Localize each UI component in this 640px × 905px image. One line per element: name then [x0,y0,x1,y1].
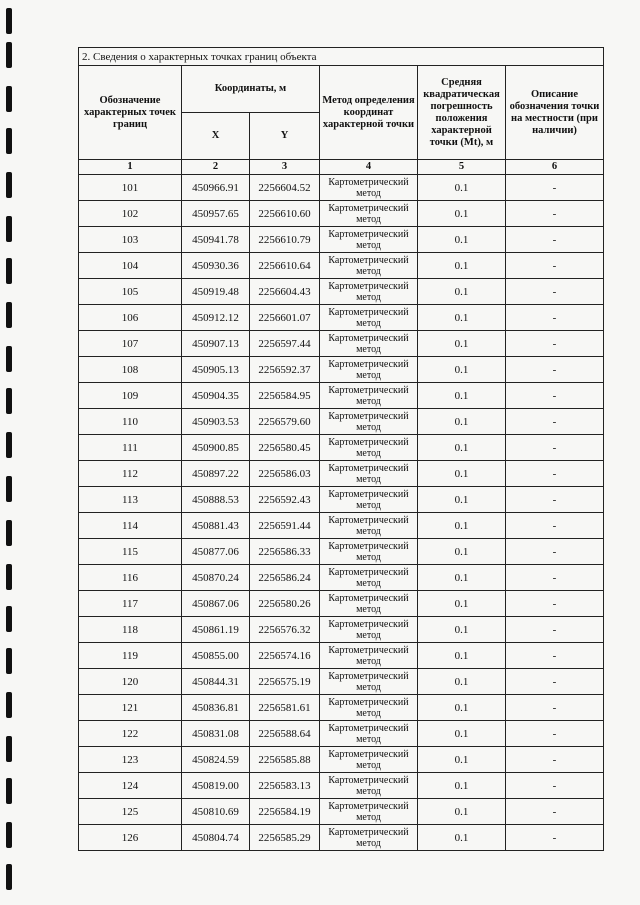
y-coordinate-cell: 2256586.24 [250,565,320,591]
method-cell: Картометрический метод [320,227,418,253]
point-number-cell: 111 [79,435,182,461]
x-coordinate-cell: 450888.53 [182,487,250,513]
x-coordinate-cell: 450844.31 [182,669,250,695]
y-coordinate-cell: 2256610.79 [250,227,320,253]
y-coordinate-cell: 2256580.26 [250,591,320,617]
method-cell: Картометрический метод [320,539,418,565]
table-row [79,643,604,669]
binding-mark [6,128,12,154]
table-row [79,383,604,409]
point-number-cell: 122 [79,721,182,747]
method-cell: Картометрический метод [320,617,418,643]
rms-error-cell: 0.1 [418,513,506,539]
point-number-cell: 119 [79,643,182,669]
binding-mark [6,302,12,328]
point-number-cell: 103 [79,227,182,253]
description-cell: - [506,773,604,799]
description-cell: - [506,643,604,669]
x-coordinate-cell: 450870.24 [182,565,250,591]
table-row [79,279,604,305]
header-description: Описание обозначения точки на местности (при наличии) [506,66,604,160]
table-row [79,201,604,227]
x-coordinate-cell: 450804.74 [182,825,250,851]
binding-mark [6,520,12,546]
x-coordinate-cell: 450900.85 [182,435,250,461]
table-row [79,799,604,825]
point-number-cell: 101 [79,175,182,201]
point-number-cell: 109 [79,383,182,409]
x-coordinate-cell: 450905.13 [182,357,250,383]
binding-mark [6,564,12,590]
boundary-points-table [78,47,604,851]
binding-mark [6,822,12,848]
table-row [79,825,604,851]
method-cell: Картометрический метод [320,643,418,669]
rms-error-cell: 0.1 [418,201,506,227]
rms-error-cell: 0.1 [418,747,506,773]
x-coordinate-cell: 450877.06 [182,539,250,565]
method-cell: Картометрический метод [320,201,418,227]
y-coordinate-cell: 2256592.43 [250,487,320,513]
method-cell: Картометрический метод [320,773,418,799]
column-number-3: 3 [250,160,320,175]
section-title: 2. Сведения о характерных точках границ объекта [79,48,604,66]
binding-mark [6,864,12,890]
description-cell: - [506,461,604,487]
binding-mark [6,778,12,804]
header-point-designation: Обозначение характерных точек границ [79,66,182,160]
method-cell: Картометрический метод [320,565,418,591]
x-coordinate-cell: 450867.06 [182,591,250,617]
method-cell: Картометрический метод [320,435,418,461]
method-cell: Картометрический метод [320,747,418,773]
method-cell: Картометрический метод [320,825,418,851]
description-cell: - [506,175,604,201]
table-row [79,539,604,565]
header-method: Метод определения координат характерной точки [320,66,418,160]
binding-mark [6,172,12,198]
y-coordinate-cell: 2256585.29 [250,825,320,851]
description-cell: - [506,279,604,305]
table-row [79,461,604,487]
binding-mark [6,346,12,372]
rms-error-cell: 0.1 [418,357,506,383]
rms-error-cell: 0.1 [418,305,506,331]
column-number-4: 4 [320,160,418,175]
y-coordinate-cell: 2256581.61 [250,695,320,721]
rms-error-cell: 0.1 [418,825,506,851]
point-number-cell: 108 [79,357,182,383]
rms-error-cell: 0.1 [418,227,506,253]
point-number-cell: 117 [79,591,182,617]
method-cell: Картометрический метод [320,591,418,617]
binding-mark [6,606,12,632]
binding-mark [6,648,12,674]
point-number-cell: 123 [79,747,182,773]
table-row [79,227,604,253]
binding-mark [6,692,12,718]
y-coordinate-cell: 2256574.16 [250,643,320,669]
point-number-cell: 118 [79,617,182,643]
table-row [79,669,604,695]
x-coordinate-cell: 450907.13 [182,331,250,357]
table-row [79,435,604,461]
y-coordinate-cell: 2256580.45 [250,435,320,461]
method-cell: Картометрический метод [320,513,418,539]
y-coordinate-cell: 2256585.88 [250,747,320,773]
table-row [79,747,604,773]
rms-error-cell: 0.1 [418,669,506,695]
table-row [79,175,604,201]
rms-error-cell: 0.1 [418,721,506,747]
x-coordinate-cell: 450930.36 [182,253,250,279]
x-coordinate-cell: 450957.65 [182,201,250,227]
method-cell: Картометрический метод [320,669,418,695]
y-coordinate-cell: 2256584.19 [250,799,320,825]
point-number-cell: 112 [79,461,182,487]
description-cell: - [506,331,604,357]
point-number-cell: 110 [79,409,182,435]
x-coordinate-cell: 450903.53 [182,409,250,435]
point-number-cell: 105 [79,279,182,305]
x-coordinate-cell: 450881.43 [182,513,250,539]
description-cell: - [506,747,604,773]
x-coordinate-cell: 450861.19 [182,617,250,643]
method-cell: Картометрический метод [320,409,418,435]
description-cell: - [506,409,604,435]
x-coordinate-cell: 450819.00 [182,773,250,799]
table-body [79,175,604,851]
binding-mark [6,8,12,34]
point-number-cell: 124 [79,773,182,799]
rms-error-cell: 0.1 [418,773,506,799]
method-cell: Картометрический метод [320,253,418,279]
binding-mark [6,476,12,502]
table-row [79,617,604,643]
table-row [79,591,604,617]
rms-error-cell: 0.1 [418,643,506,669]
rms-error-cell: 0.1 [418,435,506,461]
method-cell: Картометрический метод [320,799,418,825]
y-coordinate-cell: 2256604.43 [250,279,320,305]
y-coordinate-cell: 2256576.32 [250,617,320,643]
document-sheet [78,47,603,851]
method-cell: Картометрический метод [320,721,418,747]
header-coordinates: Координаты, м [182,66,320,113]
binding-mark [6,42,12,68]
description-cell: - [506,305,604,331]
header-rms-error: Средняя квадратическая погрешность положения характерной точки (Mt), м [418,66,506,160]
y-coordinate-cell: 2256601.07 [250,305,320,331]
description-cell: - [506,487,604,513]
rms-error-cell: 0.1 [418,565,506,591]
table-row [79,253,604,279]
point-number-cell: 121 [79,695,182,721]
point-number-cell: 126 [79,825,182,851]
binding-mark [6,432,12,458]
y-coordinate-cell: 2256575.19 [250,669,320,695]
y-coordinate-cell: 2256604.52 [250,175,320,201]
y-coordinate-cell: 2256586.33 [250,539,320,565]
x-coordinate-cell: 450824.59 [182,747,250,773]
y-coordinate-cell: 2256610.64 [250,253,320,279]
y-coordinate-cell: 2256583.13 [250,773,320,799]
description-cell: - [506,721,604,747]
description-cell: - [506,201,604,227]
x-coordinate-cell: 450831.08 [182,721,250,747]
rms-error-cell: 0.1 [418,279,506,305]
method-cell: Картометрический метод [320,305,418,331]
binding-mark [6,736,12,762]
point-number-cell: 125 [79,799,182,825]
description-cell: - [506,669,604,695]
y-coordinate-cell: 2256597.44 [250,331,320,357]
description-cell: - [506,591,604,617]
table-row [79,695,604,721]
table-row [79,357,604,383]
point-number-cell: 115 [79,539,182,565]
table-row [79,331,604,357]
description-cell: - [506,617,604,643]
method-cell: Картометрический метод [320,461,418,487]
table-row [79,409,604,435]
column-number-1: 1 [79,160,182,175]
table-row [79,773,604,799]
description-cell: - [506,253,604,279]
point-number-cell: 104 [79,253,182,279]
description-cell: - [506,227,604,253]
rms-error-cell: 0.1 [418,591,506,617]
y-coordinate-cell: 2256591.44 [250,513,320,539]
rms-error-cell: 0.1 [418,175,506,201]
y-coordinate-cell: 2256610.60 [250,201,320,227]
method-cell: Картометрический метод [320,695,418,721]
x-coordinate-cell: 450836.81 [182,695,250,721]
description-cell: - [506,825,604,851]
column-number-5: 5 [418,160,506,175]
rms-error-cell: 0.1 [418,799,506,825]
y-coordinate-cell: 2256586.03 [250,461,320,487]
y-coordinate-cell: 2256584.95 [250,383,320,409]
description-cell: - [506,357,604,383]
description-cell: - [506,695,604,721]
column-number-6: 6 [506,160,604,175]
method-cell: Картометрический метод [320,357,418,383]
description-cell: - [506,539,604,565]
y-coordinate-cell: 2256588.64 [250,721,320,747]
x-coordinate-cell: 450855.00 [182,643,250,669]
method-cell: Картометрический метод [320,487,418,513]
method-cell: Картометрический метод [320,331,418,357]
y-coordinate-cell: 2256592.37 [250,357,320,383]
description-cell: - [506,435,604,461]
table-row [79,721,604,747]
header-y: Y [250,113,320,160]
binding-mark [6,86,12,112]
rms-error-cell: 0.1 [418,617,506,643]
description-cell: - [506,565,604,591]
description-cell: - [506,513,604,539]
rms-error-cell: 0.1 [418,539,506,565]
binding-mark [6,258,12,284]
rms-error-cell: 0.1 [418,487,506,513]
x-coordinate-cell: 450966.91 [182,175,250,201]
binding-mark [6,216,12,242]
y-coordinate-cell: 2256579.60 [250,409,320,435]
method-cell: Картометрический метод [320,383,418,409]
rms-error-cell: 0.1 [418,253,506,279]
point-number-cell: 107 [79,331,182,357]
point-number-cell: 120 [79,669,182,695]
rms-error-cell: 0.1 [418,331,506,357]
binding-mark [6,388,12,414]
point-number-cell: 113 [79,487,182,513]
header-x: X [182,113,250,160]
description-cell: - [506,383,604,409]
column-number-2: 2 [182,160,250,175]
rms-error-cell: 0.1 [418,383,506,409]
point-number-cell: 114 [79,513,182,539]
x-coordinate-cell: 450810.69 [182,799,250,825]
rms-error-cell: 0.1 [418,461,506,487]
method-cell: Картометрический метод [320,175,418,201]
table-row [79,513,604,539]
point-number-cell: 116 [79,565,182,591]
method-cell: Картометрический метод [320,279,418,305]
binding-hole-marks [6,0,16,905]
description-cell: - [506,799,604,825]
rms-error-cell: 0.1 [418,695,506,721]
rms-error-cell: 0.1 [418,409,506,435]
table-row [79,487,604,513]
x-coordinate-cell: 450941.78 [182,227,250,253]
x-coordinate-cell: 450919.48 [182,279,250,305]
point-number-cell: 106 [79,305,182,331]
x-coordinate-cell: 450912.12 [182,305,250,331]
point-number-cell: 102 [79,201,182,227]
x-coordinate-cell: 450904.35 [182,383,250,409]
table-row [79,305,604,331]
table-row [79,565,604,591]
x-coordinate-cell: 450897.22 [182,461,250,487]
